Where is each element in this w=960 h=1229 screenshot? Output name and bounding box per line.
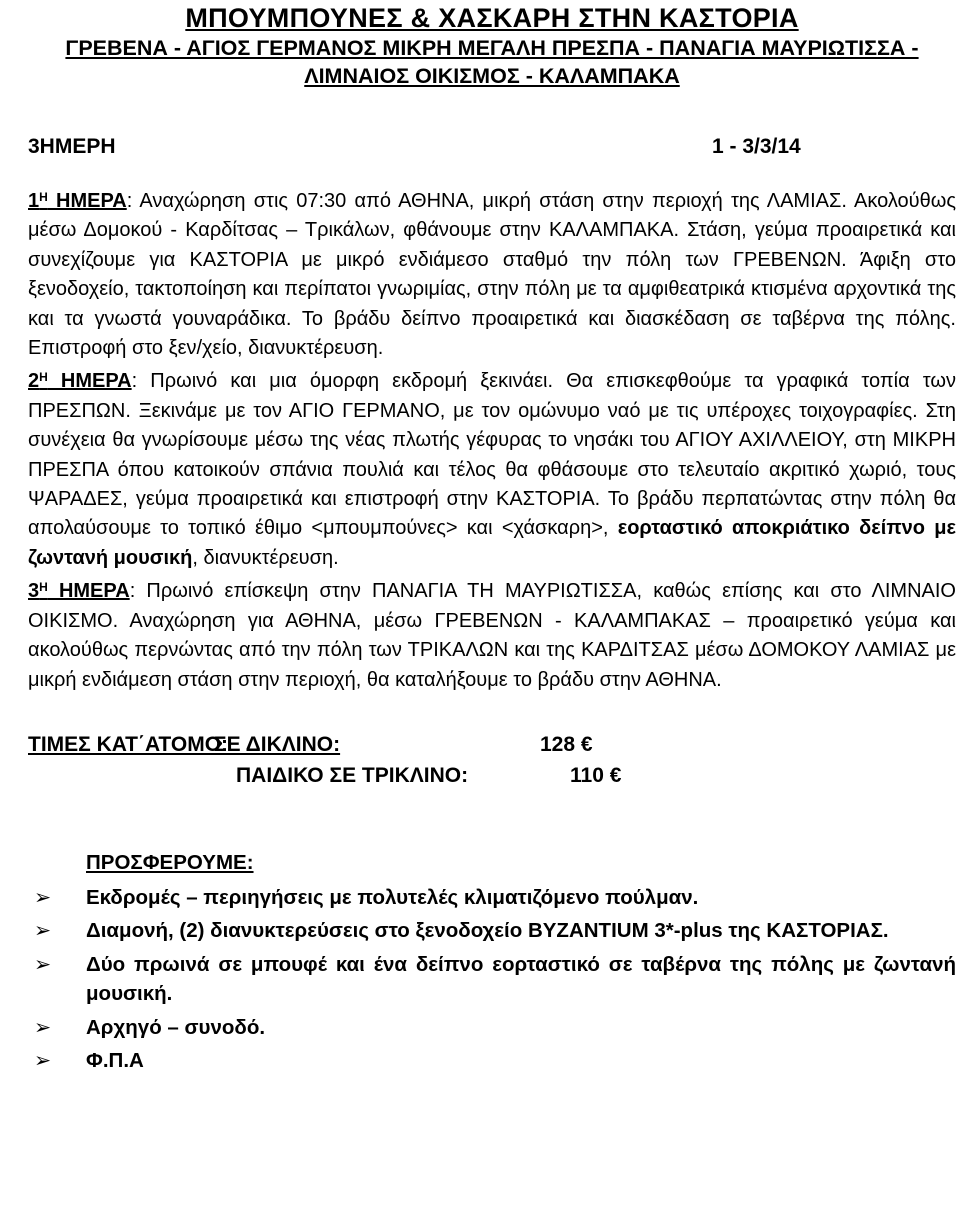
list-item: ➢ Φ.Π.Α <box>28 1046 956 1076</box>
list-item: ➢ Διαμονή, (2) διανυκτερεύσεις στο ξενοδοχείο BYZANTIUM 3*-plus της ΚΑΣΤΟΡΙΑΣ. <box>28 916 956 946</box>
route-subtitle-line-2: ΛΙΜΝΑΙΟΣ ΟΙΚΙΣΜΟΣ - ΚΑΛΑΜΠΑΚΑ <box>304 64 680 88</box>
itinerary-day-3 <box>28 573 956 695</box>
day-1-text: : Αναχώρηση στις 07:30 από ΑΘΗΝΑ, μικρή στάση στην περιοχή της ΛΑΜΙΑΣ. Ακολούθως μέσω Δομοκού - Καρδίτσας – Τρικάλων, φθάνουμε στην ΚΑΛΑΜΠΑΚΑ. Στάση, γεύμα προαιρετικά και συνεχίζουμε για ΚΑΣΤΟΡΙΑ με μικρό ενδιάμεσο σταθμό την πόλη των ΓΡΕΒΕΝΩΝ. Άφιξη στο ξενοδοχείο, τακτοποίηση και περίπατοι γνωριμίας, στην πόλη με τα αμφιθεατρικά κτισμένα αρχοντικά της και τα γνωστά γουναράδικα. Το βράδυ δείπνο προαιρετικά και διασκέδαση σε ταβέρνα της πόλης. Επιστροφή στο ξεν/χείο, διανυκτέρευση. <box>28 190 956 360</box>
trip-duration: 3ΗΜΕΡΗ <box>28 135 116 158</box>
arrow-bullet-icon: ➢ <box>34 1015 52 1039</box>
price-child-label: ΠΑΙΔΙΚΟ ΣΕ ΤΡΙΚΛΙΝΟ: <box>236 763 469 787</box>
price-double-value: 128 € <box>540 732 593 756</box>
day-3-label: $3^H$ ΗΜΕΡΑ <box>28 580 130 603</box>
itinerary <box>28 183 956 695</box>
prices-block <box>28 733 956 813</box>
offers-list <box>28 883 956 1076</box>
day-1-label: $1^H$ ΗΜΕΡΑ <box>28 190 127 212</box>
arrow-bullet-icon: ➢ <box>34 919 52 943</box>
trip-summary-row <box>28 135 956 165</box>
trip-dates: 1 - 3/3/14 <box>712 135 801 158</box>
day-2-highlight: εορταστικό αποκριάτικο δείπνο με ζωντανή μουσική <box>28 517 956 569</box>
day-2-tail: , διανυκτέρευση. <box>192 546 339 569</box>
document-title: ΜΠΟΥΜΠΟΥΝΕΣ & ΧΑΣΚΑΡΗ ΣΤΗΝ ΚΑΣΤΟΡΙΑ <box>185 3 799 33</box>
day-3-text: : Πρωινό επίσκεψη στην ΠΑΝΑΓΙΑ ΤΗ ΜΑΥΡΙΩΤΙΣΣΑ, καθώς επίσης και στο ΛΙΜΝΑΙΟ ΟΙΚΙΣΜΟ. Αναχώρηση για ΑΘΗΝΑ, μέσω ΓΡΕΒΕΝΩΝ - ΚΑΛΑΜΠΑΚΑΣ – προαιρετικό γεύμα και ακολούθως περνώντας από την πόλη των ΤΡΙΚΑΛΩΝ και της ΚΑΡΔΙΤΣΑΣ μέσω ΔΟΜΟΚΟΥ ΛΑΜΙΑΣ με μικρή ενδιάμεση στάση στην περιοχή, θα καταλήξουμε το βράδυ στην ΑΘΗΝΑ. <box>28 580 956 691</box>
arrow-bullet-icon: ➢ <box>34 885 52 909</box>
arrow-bullet-icon: ➢ <box>34 952 52 976</box>
price-double-label: ΣΕ ΔΙΚΛΙΝΟ: <box>214 732 341 756</box>
itinerary-day-1 <box>28 183 956 363</box>
arrow-bullet-icon: ➢ <box>34 1049 52 1073</box>
list-item: ➢ Αρχηγό – συνοδό. <box>28 1013 956 1043</box>
price-per-person-label: ΤΙΜΕΣ ΚΑΤ΄ΑΤΟΜΟ: <box>28 732 229 756</box>
itinerary-day-2 <box>28 363 956 573</box>
offers-title: ΠΡΟΣΦΕΡΟΥΜΕ: <box>86 850 254 874</box>
day-2-text: : Πρωινό και μια όμορφη εκδρομή ξεκινάει. Θα επισκεφθούμε τα γραφικά τοπία των ΠΡΕΣΠΩΝ. Ξεκινάμε με τον ΑΓΙΟ ΓΕΡΜΑΝΟ, με τον ομώνυμο ναό με τις υπέροχες τοιχογραφίες. Στη συνέχεια θα γνωρίσουμε μέσω της νέας πλωτής γέφυρας το νησάκι του ΑΓΙΟΥ ΑΧΙΛΛΕΙΟΥ, στη ΜΙΚΡΗ ΠΡΕΣΠΑ όπου κατοικούν σπάνια πουλιά και τέλος θα φθάσουμε στο τελευταίο ακριτικό χωριό, τους ΨΑΡΑΔΕΣ, γεύμα προαιρετικά και επιστροφή στην ΚΑΣΤΟΡΙΑ. Το βράδυ περπατώντας στην πόλη θα απολαύσουμε το τοπικό έθιμο <μπουμπούνες> και <χάσκαρη>, <box>28 370 956 540</box>
day-2-label: $2^H$ ΗΜΕΡΑ <box>28 370 132 393</box>
price-child-value: 110 € <box>570 763 622 787</box>
list-item: ➢ Εκδρομές – περιηγήσεις με πολυτελές κλιματιζόμενο πούλμαν. <box>28 883 956 913</box>
route-subtitle-line-1: ΓΡΕΒΕΝΑ - ΑΓΙΟΣ ΓΕΡΜΑΝΟΣ ΜΙΚΡΗ ΜΕΓΑΛΗ ΠΡΕΣΠΑ - ΠΑΝΑΓΙΑ ΜΑΥΡΙΩΤΙΣΣΑ - <box>65 36 919 60</box>
list-item: ➢ Δύο πρωινά σε μπουφέ και ένα δείπνο εορταστικό σε ταβέρνα της πόλης με ζωντανή μουσική. <box>28 950 956 1009</box>
document-page <box>28 0 956 1080</box>
